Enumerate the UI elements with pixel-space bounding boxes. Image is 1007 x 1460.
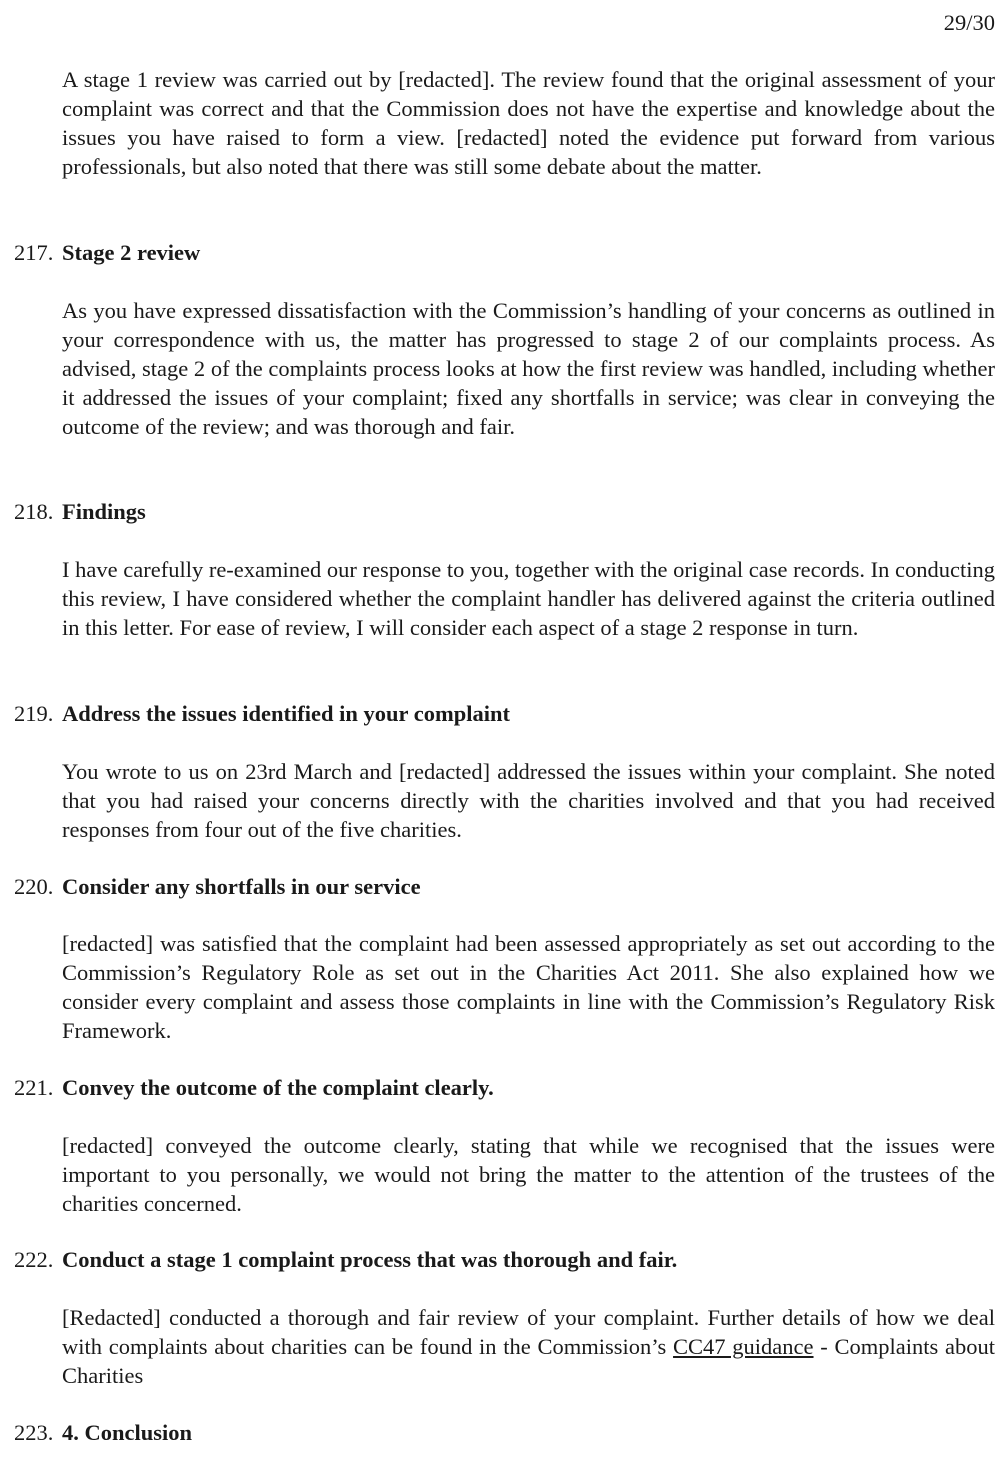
cc47-guidance-link[interactable]: CC47 guidance (673, 1334, 814, 1359)
section-heading-219 (14, 699, 510, 728)
section-number: 223. (14, 1420, 54, 1445)
section-paragraph-222 (62, 1303, 995, 1390)
section-paragraph-220: [redacted] was satisfied that the complaint had been assessed appropriately as set out according to the Commission’s Regulatory Role as set out in the Charities Act 2011. She also explained how we consider every complaint and assess those complaints in line with the Commission’s Regulatory Risk Framework. (62, 931, 995, 1043)
paragraph-text: - Complaints about Charities (62, 1334, 995, 1388)
section-heading-223 (14, 1418, 192, 1447)
section-number: 217. (14, 240, 54, 265)
section-number: 219. (14, 701, 54, 726)
section-heading-218 (14, 497, 146, 526)
section-title: Findings (62, 499, 146, 524)
section-number: 220. (14, 874, 54, 899)
section-heading-220 (14, 872, 421, 901)
section-heading-222 (14, 1245, 677, 1274)
page-number: 29/30 (943, 10, 995, 35)
section-title: Conduct a stage 1 complaint process that was thorough and fair. (62, 1247, 678, 1272)
section-heading-221 (14, 1073, 494, 1102)
section-paragraph-219: You wrote to us on 23rd March and [redacted] addressed the issues within your complaint. She noted that you had raised your concerns directly with the charities involved and that you had received responses from four out of the five charities. (62, 759, 995, 842)
section-number: 221. (14, 1075, 54, 1100)
section-title: Convey the outcome of the complaint clearly. (62, 1075, 494, 1100)
section-title: Stage 2 review (62, 240, 201, 265)
section-title: Consider any shortfalls in our service (62, 874, 421, 899)
section-title: 4. Conclusion (62, 1420, 193, 1445)
section-number: 218. (14, 499, 54, 524)
section-title: Address the issues identified in your complaint (62, 701, 510, 726)
section-paragraph-221: [redacted] conveyed the outcome clearly, stating that while we recognised that the issues were important to you personally, we would not bring the matter to the attention of the trustees of the charities concerned. (62, 1133, 995, 1216)
intro-paragraph: A stage 1 review was carried out by [redacted]. The review found that the original assessment of your complaint was correct and that the Commission does not have the expertise and knowledge about the issues you have raised to form a view. [redacted] noted the evidence put forward from various professionals, but also noted that there was still some debate about the matter. (62, 67, 995, 179)
section-number: 222. (14, 1247, 54, 1272)
paragraph-text: [Redacted] conducted a thorough and fair review of your complaint. Further details of how we deal with complaints about charities can be found in the Commission’s (62, 1305, 995, 1359)
section-paragraph-217: As you have expressed dissatisfaction with the Commission’s handling of your concerns as outlined in your correspondence with us, the matter has progressed to stage 2 of our complaints process. As advised, stage 2 of the complaints process looks at how the first review was handled, including whether it addressed the issues of your complaint; fixed any shortfalls in service; was clear in conveying the outcome of the review; and was thorough and fair. (62, 298, 995, 439)
section-heading-217 (14, 238, 200, 267)
section-paragraph-218: I have carefully re-examined our response to you, together with the original case records. In conducting this review, I have considered whether the complaint handler has delivered against the criteria outlined in this letter. For ease of review, I will consider each aspect of a stage 2 response in turn. (62, 557, 995, 640)
